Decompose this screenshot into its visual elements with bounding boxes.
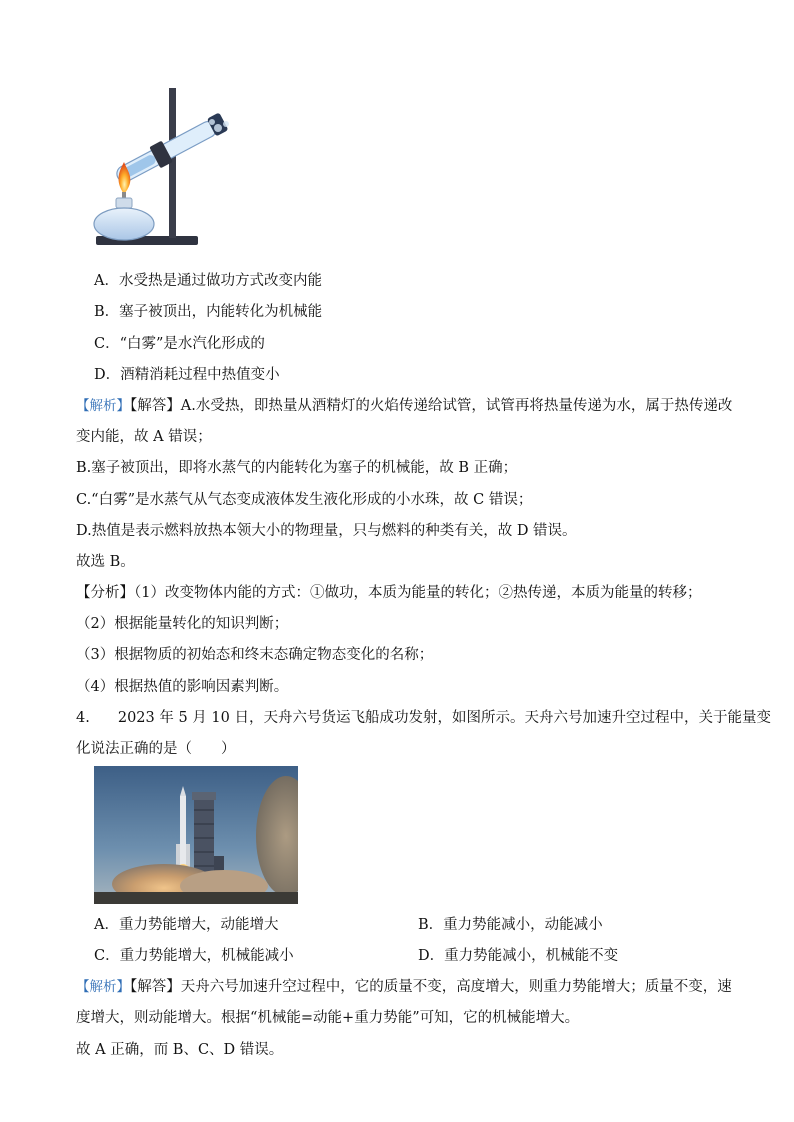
answer-text: 【解答】天舟六号加速升空过程中，它的质量不变，高度增大，则重力势能增大；质量不变，速 bbox=[130, 979, 732, 995]
q4-option-b: B．重力势能减小，动能减小 bbox=[418, 917, 603, 933]
q3-option-d: D．酒精消耗过程中热值变小 bbox=[94, 367, 280, 383]
fenxi-text: （1）改变物体内能的方式：①做功，本质为能量的转化；②热传递，本质为能量的转移； bbox=[134, 585, 702, 601]
analysis-tag: 【解析】 bbox=[76, 979, 130, 995]
alcohol-lamp-test-tube-illustration bbox=[92, 84, 242, 250]
q4-stem-line-2: 化说法正确的是（ ） bbox=[76, 741, 236, 757]
rocket-launch-photo bbox=[94, 766, 298, 904]
fenxi-tag: 【分析】 bbox=[76, 585, 134, 601]
q3-fenxi-line-3: （3）根据物质的初始态和终末态确定物态变化的名称； bbox=[76, 647, 434, 663]
analysis-tag: 【解析】 bbox=[76, 398, 130, 414]
q4-number: 4. bbox=[76, 710, 90, 726]
q3-answer-line-3: B.塞子被顶出，即将水蒸气的内能转化为塞子的机械能，故 B 正确； bbox=[76, 460, 518, 476]
q3-option-b: B．塞子被顶出，内能转化为机械能 bbox=[94, 304, 323, 320]
q3-answer-line-5: D.热值是表示燃料放热本领大小的物理量，只与燃料的种类有关，故 D 错误。 bbox=[76, 523, 577, 539]
q4-stem-text: 2023 年 5 月 10 日，天舟六号货运飞船成功发射，如图所示。天舟六号加速升空过程中，关于能量变 bbox=[117, 710, 771, 726]
q3-fenxi-line-2: （2）根据能量转化的知识判断； bbox=[76, 616, 289, 632]
q3-fenxi-line-1 bbox=[76, 583, 736, 603]
q3-fenxi-line-4: （4）根据热值的影响因素判断。 bbox=[76, 679, 289, 695]
q4-option-a: A．重力势能增大，动能增大 bbox=[94, 917, 279, 933]
q3-answer-line-4: C.“白雾”是水蒸气从气态变成液体发生液化形成的小水珠，故 C 错误； bbox=[76, 492, 533, 508]
q4-option-c: C．重力势能增大，机械能减小 bbox=[94, 948, 294, 964]
q3-answer-line-1 bbox=[76, 396, 736, 416]
q3-option-c: C．“白雾”是水汽化形成的 bbox=[94, 336, 265, 352]
q4-answer-line-1 bbox=[76, 977, 736, 997]
q4-answer-line-2: 度增大，则动能增大。根据“机械能=动能+重力势能”可知，它的机械能增大。 bbox=[76, 1010, 580, 1026]
q3-conclusion: 故选 B。 bbox=[76, 554, 135, 570]
answer-text: 【解答】A.水受热，即热量从酒精灯的火焰传递给试管，试管再将热量传递为水，属于热传递改 bbox=[130, 398, 733, 414]
q4-stem-line-1 bbox=[76, 708, 771, 728]
q3-answer-line-2: 变内能，故 A 错误； bbox=[76, 429, 212, 445]
q4-option-d: D．重力势能减小，机械能不变 bbox=[418, 948, 619, 964]
q4-conclusion: 故 A 正确，而 B、C、D 错误。 bbox=[76, 1042, 284, 1058]
q3-option-a: A．水受热是通过做功方式改变内能 bbox=[94, 273, 322, 289]
